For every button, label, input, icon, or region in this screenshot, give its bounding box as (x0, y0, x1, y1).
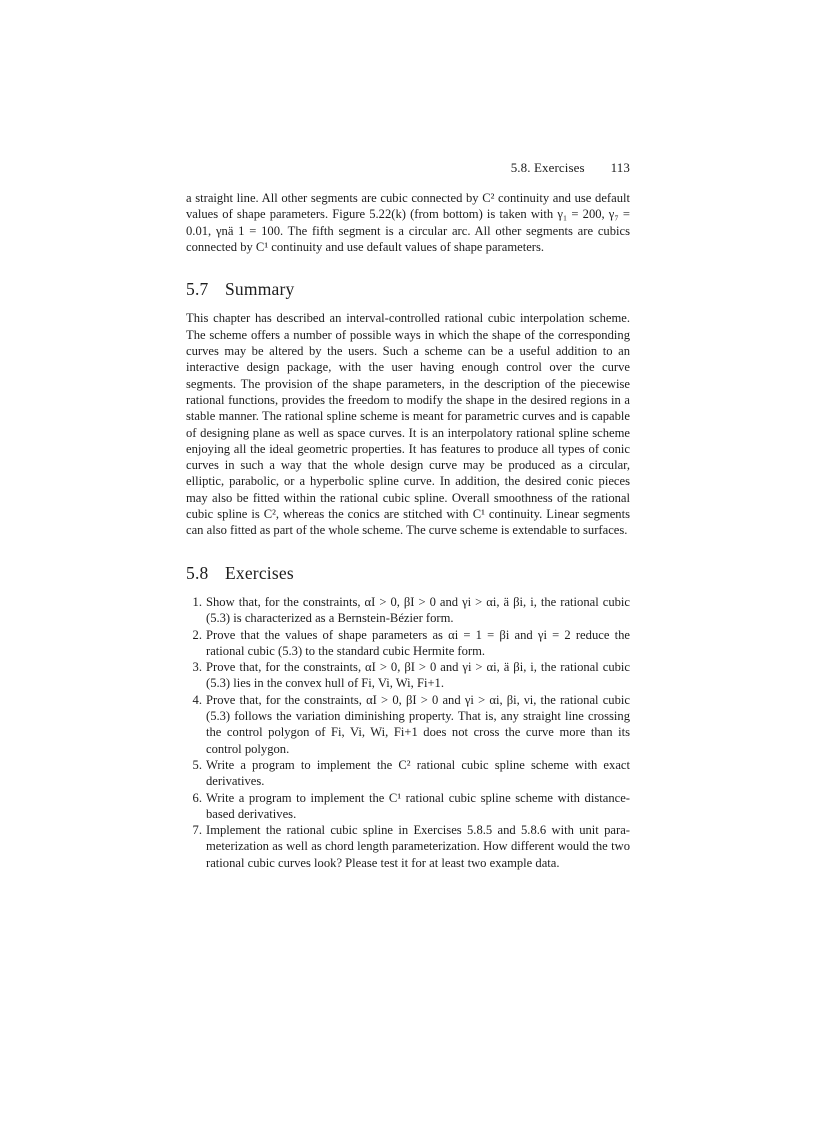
exercises-section-number: 5.8 (186, 562, 209, 583)
exercise-item (186, 594, 630, 627)
summary-section-title: Summary (225, 279, 295, 300)
exercise-item (186, 659, 630, 692)
exercise-text: Prove that the values of shape parameters as αi = 1 = βi and γi = 2 reduce the rational cubic (5.3) to the standard cubic Hermite form. (206, 627, 630, 658)
exercise-text: Write a program to implement the C¹ rational cubic spline scheme with distance-based derivatives. (206, 790, 630, 821)
summary-paragraph: This chapter has described an interval-controlled rational cubic interpolation scheme. The scheme offers a number of possible ways in which the shape of the corresponding curves may be altered by the users. Such a scheme can be a useful addition to an interactive design package, with the user having enough control over the curve segments. The provision of the shape parameters, in the description of the piecewise rational functions, provides the freedom to modify the shape in the desired regions in a stable manner. The rational spline scheme is meant for parametric curves and is capable of designing plane as well as space curves. It is an interpolatory rational spline scheme enjoying all the ideal geometric properties. It has features to produce all types of conic curves in such a way that the whole design curve may be produced as a circular, elliptic, parabolic, or a hyperbolic spline curve. In addition, the desired conic pieces may also be fitted within the rational cubic spline. Overall smoothness of the rational cubic spline is C², whereas the conics are stitched with C¹ continuity. Linear segments can also fitted as part of the whole scheme. The curve scheme is extendable to surfaces. (186, 311, 630, 538)
summary-heading (186, 279, 630, 300)
page-number: 113 (610, 160, 630, 175)
exercise-number: 4. (192, 692, 202, 707)
exercises-section-title: Exercises (225, 562, 294, 583)
exercise-text: Implement the rational cubic spline in Exercises 5.8.5 and 5.8.6 with unit parameterization as well as chord length parameterization. How different would the two rational cubic curves look? Please test it for at least two example data. (206, 823, 630, 870)
running-head-section: 5.8. Exercises (510, 160, 585, 175)
exercise-text: Prove that, for the constraints, αI > 0, βI > 0 and γi > αi, βi, νi, the rational cubic (5.3) follows the variation diminishing property. That is, any straight line crossing the control polygon of Fi, Vi, Wi, Fi+1 does not cross the curve more than its control polygon. (206, 692, 630, 756)
exercise-number: 7. (192, 823, 202, 838)
exercise-item (186, 757, 630, 790)
exercise-number: 5. (192, 757, 202, 772)
exercise-text: Show that, for the constraints, αI > 0, βI > 0 and γi > αi, ä βi, i, the rational cubic (5.3) is characterized as a Bernstein-Bézier form. (206, 594, 630, 626)
exercise-item (186, 692, 630, 757)
intro-paragraph: a straight line. All other segments are cubic connected by C² continuity and use default values of shape parameters. Figure 5.22(k) (from bottom) is taken with γ₁ = 200, γ₇ = 0.01, γnä 1 = 100. The fifth segment is a circular arc. All other segments are cubics connected by C¹ continuity and use default values of shape parameters. (186, 191, 630, 254)
exercise-number: 2. (192, 627, 202, 642)
exercise-item (186, 790, 630, 823)
exercise-text: Prove that, for the constraints, αI > 0, βI > 0 and γi > αi, ä βi, i, the rational cubic (5.3) lies in the convex hull of Fi, Vi, Wi, Fi+1. (206, 660, 630, 691)
summary-section-number: 5.7 (186, 279, 209, 300)
exercise-list (186, 594, 630, 871)
exercise-number: 3. (192, 660, 202, 675)
exercise-item (186, 627, 630, 660)
running-head (511, 160, 630, 176)
exercises-heading (186, 562, 630, 583)
page-content (186, 190, 630, 871)
exercise-text: Write a program to implement the C² rational cubic spline scheme with exact derivatives. (206, 757, 630, 789)
exercise-number: 6. (192, 790, 202, 805)
exercise-number: 1. (192, 594, 202, 609)
exercise-item (186, 822, 630, 871)
